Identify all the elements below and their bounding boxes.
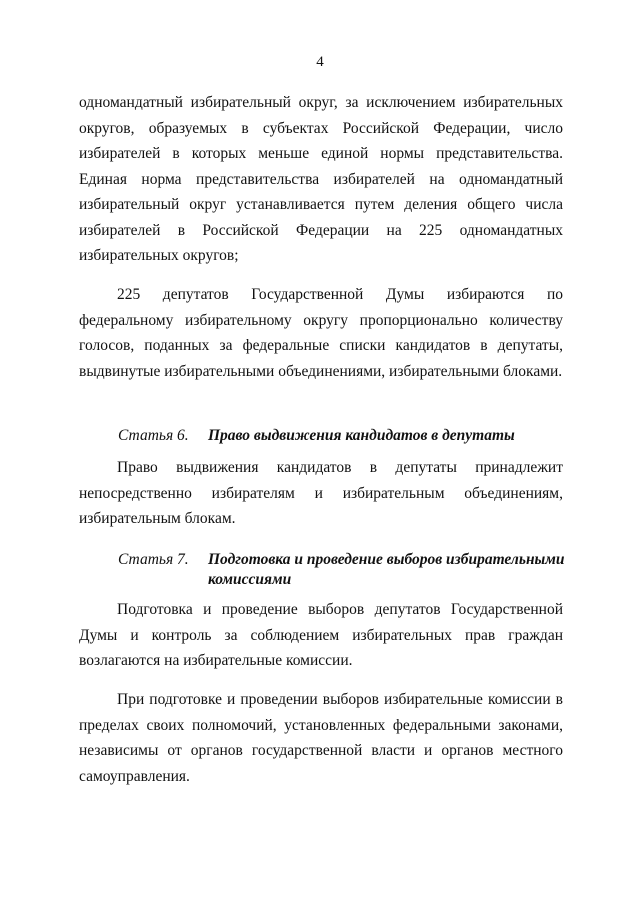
paragraph-continuation: одномандатный избирательный округ, за исключением избирательных округов, образуемых в субъектах Российской Федерации, число избирателей в которых меньше единой нормы представительства. Единая норма представительства избирателей на одномандатный избирательный округ устанавливается путем деления общего числа избирателей в Российской Федерации на 225 одномандатных избирательных округов; [79,94,563,264]
paragraph-election-preparation: Подготовка и проведение выборов депутатов Государственной Думы и контроль за соблюдением избирательных прав граждан возлагаются на избирательные комиссии. [79,601,563,669]
article-7-label: Статья 7. [118,551,189,568]
article-6-label: Статья 6. [118,427,189,444]
paragraph-commission-independence: При подготовке и проведении выборов избирательные комиссии в пределах своих полномочий, установленных федеральными законами, независимы от органов государственной власти и органов местного самоуправления. [79,691,563,785]
article-6-title: Право выдвижения кандидатов в депутаты [208,427,515,444]
paragraph-nomination-right: Право выдвижения кандидатов в депутаты принадлежит непосредственно избирателям и избирательным объединениям, избирательным блокам. [79,459,563,527]
paragraph-proportional-seats: 225 депутатов Государственной Думы избираются по федеральному избирательному округу пропорционально количеству голосов, поданных за федеральные списки кандидатов в депутаты, выдвинутые избирательными объединениями, избирательными блоками. [79,286,563,380]
page-number: 4 [316,54,324,70]
article-7-title: Подготовка и проведение выборов избирательными комиссиями [208,551,565,588]
